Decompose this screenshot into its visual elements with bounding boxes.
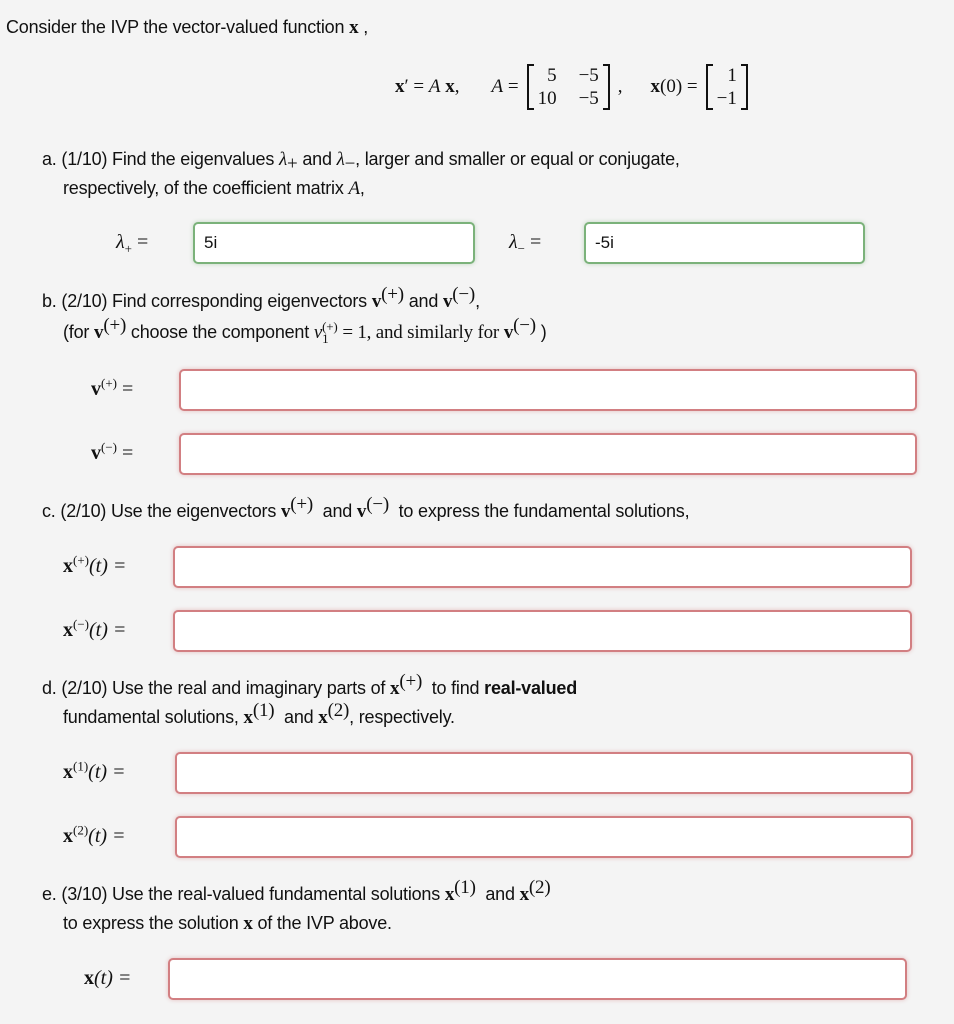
v-symbol: v (356, 501, 367, 522)
x-symbol: x (243, 707, 253, 728)
sup-plus: (+) (103, 315, 127, 336)
xt-label (84, 967, 131, 990)
t-eq: (t) = (94, 967, 132, 989)
v-minus-field[interactable] (179, 433, 917, 475)
a21: 10 (537, 88, 557, 109)
sup-2: (2) (528, 877, 551, 898)
x2-field[interactable] (175, 816, 913, 858)
x-symbol: x (444, 884, 455, 905)
matrix-a (527, 64, 610, 110)
v-symbol: v (280, 501, 291, 522)
part-a-end: , (359, 178, 365, 198)
x1-input[interactable] (186, 763, 902, 783)
v-symbol: v (94, 322, 104, 343)
part-d-mid: to find (431, 678, 480, 698)
t-eq: (t) = (89, 555, 127, 577)
eq-separator: , (617, 76, 623, 97)
xt-field[interactable] (168, 958, 907, 1000)
x2-input[interactable] (186, 827, 902, 847)
lambda-symbol: λ (336, 149, 345, 170)
v-minus-input[interactable] (190, 444, 906, 464)
part-a-prefix: a. (1/10) Find the eigenvalues (42, 149, 275, 169)
sup-minus: (−) (73, 616, 89, 632)
part-a-line1 (42, 148, 680, 175)
part-b-l2a: (for (63, 322, 90, 342)
part-d-l2a: fundamental solutions, (63, 707, 239, 727)
x-symbol: x (63, 555, 73, 577)
v-symbol: v (91, 378, 101, 400)
t-eq: (t) = (88, 761, 126, 783)
x-minus-input[interactable] (184, 621, 901, 641)
sup-minus: (−) (513, 315, 536, 336)
sup-minus: (−) (101, 439, 117, 455)
sup-minus: (−) (366, 494, 389, 515)
x-plus-field[interactable] (173, 546, 912, 588)
x-symbol: x (63, 619, 73, 641)
eq-sign: = (137, 231, 149, 253)
and-text: and (284, 707, 314, 727)
lambda-plus-input[interactable] (204, 233, 464, 253)
lambda-minus-label (509, 231, 541, 254)
v-symbol: v (371, 291, 382, 312)
part-a-line2-text: respectively, of the coefficient matrix (63, 178, 344, 198)
part-b-l2b: choose the component (130, 322, 310, 342)
lambda-plus-label (116, 231, 148, 254)
v-plus-field[interactable] (179, 369, 917, 411)
sup-plus: (+) (73, 552, 89, 568)
part-d-line2 (63, 700, 455, 729)
x-plus-label (63, 552, 127, 578)
lambda-minus-field[interactable] (584, 222, 865, 264)
sup-2: (2) (73, 822, 89, 838)
and-text: and (302, 149, 332, 169)
t-eq: (t) = (89, 619, 127, 641)
eq-sign: = (122, 442, 134, 464)
xt-input[interactable] (179, 969, 896, 989)
v-symbol: v (503, 322, 514, 343)
intro-var: x (349, 17, 359, 38)
x-symbol: x (63, 761, 73, 783)
x-minus-label (63, 616, 127, 642)
eq-sign: = (530, 231, 542, 253)
minus-sub: − (517, 241, 526, 256)
x0-2: −1 (716, 88, 737, 109)
part-e-l2a: to express the solution (63, 913, 239, 933)
and-text: and (485, 884, 515, 904)
part-e-line1 (42, 877, 551, 906)
v-plus-input[interactable] (190, 380, 906, 400)
ode-lhs: x′ = A x, (395, 76, 460, 97)
ivp-equation (395, 62, 748, 112)
part-e-prefix: e. (3/10) Use the real-valued fundamental solutions (42, 884, 441, 904)
part-e-line2 (63, 912, 392, 935)
x0-label: x(0) = (650, 76, 698, 97)
v-plus-label (91, 375, 134, 401)
lambda-symbol: λ (278, 149, 287, 170)
sup-plus: (+) (101, 375, 117, 391)
part-c-line1 (42, 494, 690, 523)
sub-1: 1 (322, 331, 329, 347)
a12: −5 (578, 65, 599, 86)
sup-1: (1) (454, 877, 476, 898)
v-symbol: v (91, 442, 101, 464)
matrix-a-label: A = (491, 76, 519, 97)
x2-label (63, 822, 126, 848)
part-a-suffix: , larger and smaller or equal or conjugate, (355, 149, 680, 169)
and-text: and (322, 501, 353, 521)
plus-sub: + (124, 241, 133, 256)
x0-1: 1 (727, 65, 737, 86)
part-d-line1 (42, 671, 578, 700)
part-e-l2b: of the IVP above. (257, 913, 392, 933)
plus-sub: + (287, 153, 298, 175)
sup-plus: (+) (381, 284, 404, 305)
x-symbol: x (243, 913, 253, 934)
x-symbol: x (519, 884, 529, 905)
part-b-l2c: = 1, and similarly for (342, 322, 500, 343)
sup-plus: (+) (399, 671, 423, 692)
x-symbol: x (318, 707, 328, 728)
v-minus-label (91, 439, 134, 465)
part-d-end: , respectively. (349, 707, 455, 727)
real-valued-emphasis: real-valued (484, 678, 578, 698)
sup-minus: (−) (452, 284, 476, 305)
part-b-line2 (63, 315, 547, 347)
lambda-symbol: λ (116, 231, 125, 253)
x1-field[interactable] (175, 752, 913, 794)
lambda-plus-field[interactable] (193, 222, 475, 264)
part-c-suffix: to express the fundamental solutions, (398, 501, 690, 521)
x-plus-input[interactable] (184, 557, 901, 577)
sup-2: (2) (327, 700, 350, 721)
v-symbol: v (442, 291, 453, 312)
lambda-minus-input[interactable] (595, 233, 854, 253)
part-b-end: , (475, 291, 480, 311)
x1-label (63, 758, 126, 784)
sup-1: (1) (73, 758, 89, 774)
a22: −5 (578, 88, 599, 109)
part-d-prefix: d. (2/10) Use the real and imaginary parts of (42, 678, 386, 698)
intro-punct: , (363, 17, 369, 37)
component-index (322, 321, 337, 345)
x-symbol: x (84, 967, 94, 989)
x-symbol: x (63, 825, 73, 847)
and-text: and (408, 291, 439, 311)
part-b-close: ) (540, 322, 547, 342)
sup-1: (1) (252, 700, 275, 721)
intro-label: Consider the IVP the vector-valued function (6, 17, 345, 37)
x-minus-field[interactable] (173, 610, 912, 652)
intro-text (6, 16, 368, 39)
minus-sub: − (344, 153, 356, 175)
t-eq: (t) = (88, 825, 126, 847)
matrix-var: A (348, 178, 360, 199)
x-symbol: x (390, 678, 400, 699)
sup-plus: (+) (322, 319, 338, 335)
eq-sign: = (122, 378, 134, 400)
part-b-line1 (42, 284, 480, 313)
lambda-symbol: λ (509, 231, 518, 253)
a11: 5 (547, 65, 557, 86)
part-b-prefix: b. (2/10) Find corresponding eigenvectors (42, 291, 367, 311)
part-a-line2 (63, 177, 365, 200)
v-component: v (313, 322, 323, 343)
vector-x0 (706, 64, 748, 110)
part-c-prefix: c. (2/10) Use the eigenvectors (42, 501, 277, 521)
sup-plus: (+) (290, 494, 314, 515)
